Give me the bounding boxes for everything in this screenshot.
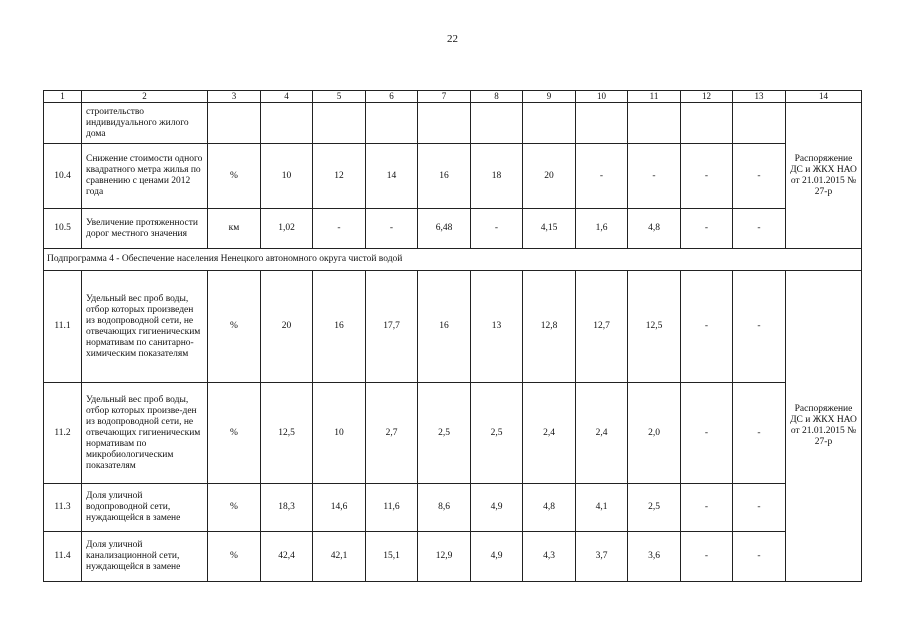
row-description: Удельный вес проб воды, отбор которых произве-ден из водопроводной сети, не отвечающих гигиеническим нормативам по микробиологическим показателям (82, 383, 208, 484)
value-cell: 2,4 (576, 383, 628, 484)
table-row (44, 271, 862, 383)
unit: % (208, 484, 261, 532)
value-cell: - (733, 383, 786, 484)
value-cell: - (471, 209, 523, 249)
row-number (44, 103, 82, 144)
value-cell: 4,1 (576, 484, 628, 532)
value-cell: - (733, 484, 786, 532)
value-cell: 20 (523, 144, 576, 209)
row-description: Снижение стоимости одного квадратного метра жилья по сравнению с ценами 2012 года (82, 144, 208, 209)
value-cell: 12,5 (261, 383, 313, 484)
column-header: 1 (44, 91, 82, 103)
unit: % (208, 383, 261, 484)
value-cell: 4,9 (471, 484, 523, 532)
value-cell: - (628, 144, 681, 209)
row-number: 11.1 (44, 271, 82, 383)
value-cell: 2,0 (628, 383, 681, 484)
column-header: 3 (208, 91, 261, 103)
value-cell: 18 (471, 144, 523, 209)
table-row (44, 103, 862, 144)
value-cell: - (366, 209, 418, 249)
value-cell: 16 (313, 271, 366, 383)
column-header: 5 (313, 91, 366, 103)
value-cell: 14 (366, 144, 418, 209)
table-row (44, 383, 862, 484)
value-cell: 4,8 (628, 209, 681, 249)
table-row (44, 209, 862, 249)
value-cell: 4,3 (523, 532, 576, 582)
value-cell: 17,7 (366, 271, 418, 383)
value-cell: - (733, 209, 786, 249)
source-document: Распоряжение ДС и ЖКХ НАО от 21.01.2015 № 27-р (786, 103, 862, 249)
row-number: 10.4 (44, 144, 82, 209)
column-header: 9 (523, 91, 576, 103)
value-cell: - (681, 383, 733, 484)
value-cell: 15,1 (366, 532, 418, 582)
value-cell: - (313, 209, 366, 249)
value-cell: - (576, 144, 628, 209)
value-cell: - (681, 271, 733, 383)
row-number: 11.4 (44, 532, 82, 582)
value-cell: 20 (261, 271, 313, 383)
value-cell: 42,1 (313, 532, 366, 582)
column-header: 11 (628, 91, 681, 103)
value-cell: 10 (313, 383, 366, 484)
unit: % (208, 532, 261, 582)
value-cell: 12,7 (576, 271, 628, 383)
value-cell: 42,4 (261, 532, 313, 582)
table-row (44, 532, 862, 582)
value-cell: 16 (418, 271, 471, 383)
row-description: Удельный вес проб воды, отбор которых произведен из водопроводной сети, не отвечающих гигиеническим нормативам по санитарно-химическим показателям (82, 271, 208, 383)
unit: % (208, 271, 261, 383)
value-cell: 3,7 (576, 532, 628, 582)
column-header: 2 (82, 91, 208, 103)
value-cell: 2,4 (523, 383, 576, 484)
table-row (44, 144, 862, 209)
value-cell: 4,8 (523, 484, 576, 532)
column-header: 14 (786, 91, 862, 103)
value-cell: 1,6 (576, 209, 628, 249)
value-cell: 4,15 (523, 209, 576, 249)
column-header: 4 (261, 91, 313, 103)
value-cell: - (733, 271, 786, 383)
value-cell: 8,6 (418, 484, 471, 532)
value-cell: 12 (313, 144, 366, 209)
column-header: 7 (418, 91, 471, 103)
value-cell: - (681, 532, 733, 582)
value-cell: 12,5 (628, 271, 681, 383)
unit: % (208, 144, 261, 209)
value-cell: - (681, 209, 733, 249)
page-number: 22 (447, 33, 458, 45)
row-number: 10.5 (44, 209, 82, 249)
row-number: 11.3 (44, 484, 82, 532)
value-cell: 6,48 (418, 209, 471, 249)
value-cell: 1,02 (261, 209, 313, 249)
value-cell: 3,6 (628, 532, 681, 582)
value-cell: - (733, 532, 786, 582)
value-cell: 2,5 (471, 383, 523, 484)
value-cell: 11,6 (366, 484, 418, 532)
row-description: Доля уличной канализационной сети, нуждающейся в замене (82, 532, 208, 582)
value-cell: 18,3 (261, 484, 313, 532)
row-number: 11.2 (44, 383, 82, 484)
table-row (44, 484, 862, 532)
column-header: 13 (733, 91, 786, 103)
indicators-table (43, 90, 862, 582)
value-cell: - (681, 484, 733, 532)
value-cell: 12,9 (418, 532, 471, 582)
source-document: Распоряжение ДС и ЖКХ НАО от 21.01.2015 № 27-р (786, 271, 862, 582)
value-cell: 14,6 (313, 484, 366, 532)
value-cell: 13 (471, 271, 523, 383)
column-header: 8 (471, 91, 523, 103)
subprogram-title: Подпрограмма 4 - Обеспечение населения Ненецкого автономного округа чистой водой (44, 249, 862, 271)
column-header: 10 (576, 91, 628, 103)
row-description: строительство индивидуального жилого дома (82, 103, 208, 144)
column-header: 12 (681, 91, 733, 103)
column-header: 6 (366, 91, 418, 103)
value-cell: 12,8 (523, 271, 576, 383)
unit: км (208, 209, 261, 249)
row-description: Доля уличной водопроводной сети, нуждающейся в замене (82, 484, 208, 532)
subprogram-row (44, 249, 862, 271)
value-cell: 16 (418, 144, 471, 209)
value-cell: 4,9 (471, 532, 523, 582)
row-description: Увеличение протяженности дорог местного значения (82, 209, 208, 249)
value-cell: 10 (261, 144, 313, 209)
value-cell: 2,7 (366, 383, 418, 484)
value-cell: 2,5 (418, 383, 471, 484)
value-cell: - (681, 144, 733, 209)
header-row (44, 91, 862, 103)
value-cell: - (733, 144, 786, 209)
value-cell: 2,5 (628, 484, 681, 532)
